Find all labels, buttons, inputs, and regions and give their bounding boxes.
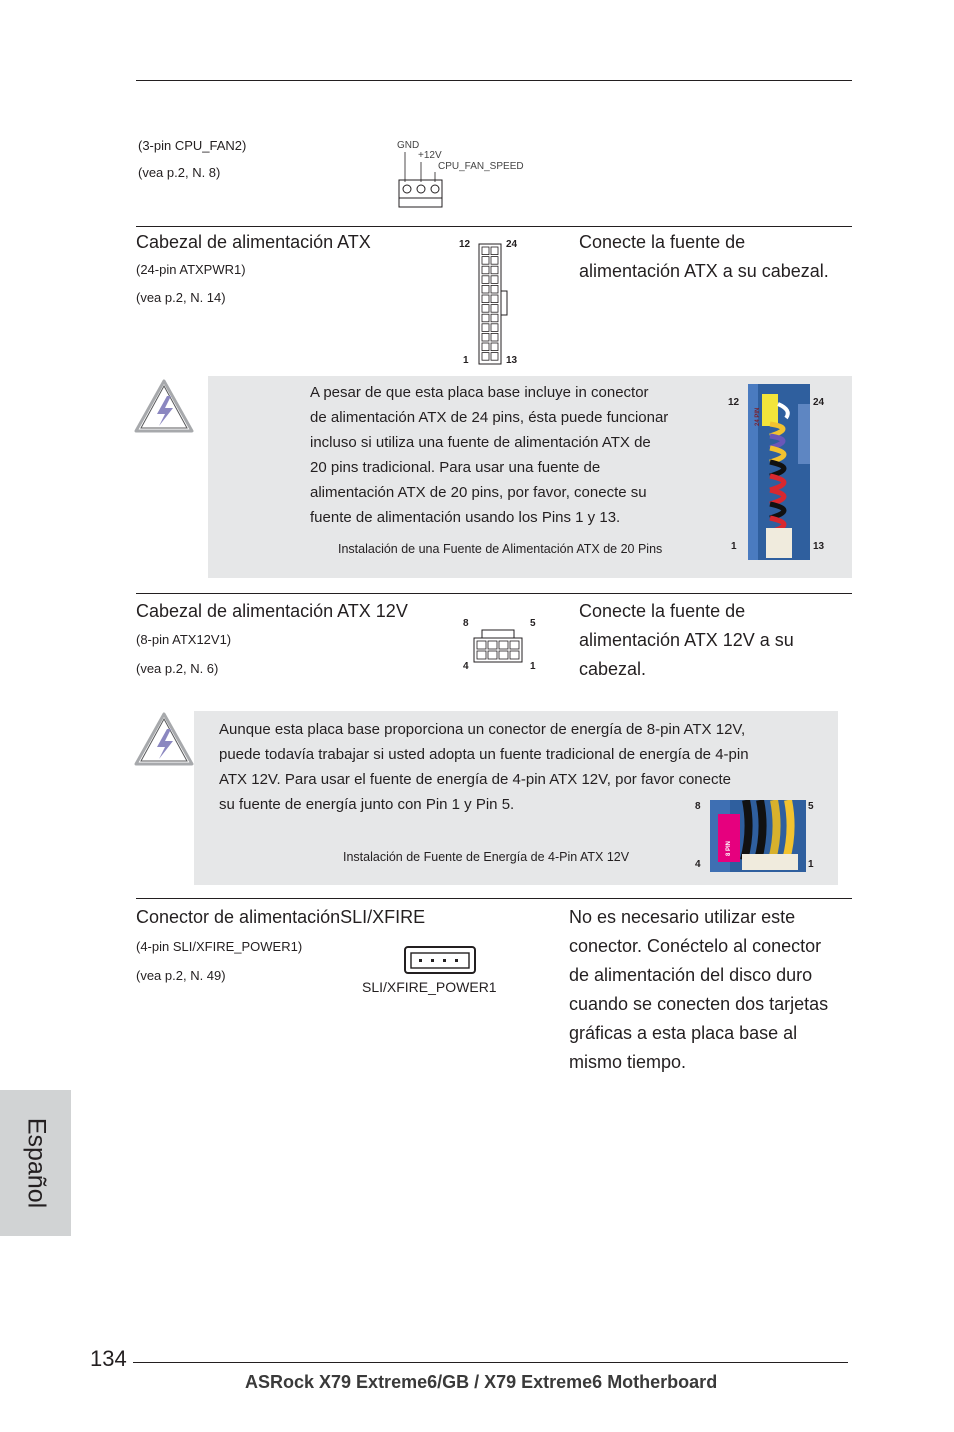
atx-pin-cell [491,285,498,293]
note-atx-caption: Instalación de una Fuente de Alimentación ATX de 20 Pins [338,542,663,556]
atx-pin-cell [482,353,489,361]
atx-pin-cell [482,295,489,303]
sli-desc-line: gráficas a esta placa base al [569,1023,798,1043]
atx-pin-cell [482,257,489,265]
rule-atx [136,226,852,227]
sli-desc-line: mismo tiempo. [569,1052,687,1072]
atx-pin-cell [482,305,489,313]
footer-title: ASRock X79 Extreme6/GB / X79 Extreme6 Motherboard [245,1372,718,1392]
pin-4-label: 4 [463,661,469,672]
page-number: 134 [90,1346,127,1371]
atx12v-desc-1: Conecte la fuente de [579,601,746,621]
atx-ref: (vea p.2, N. 14) [136,290,226,305]
note-atx-line: incluso si utiliza una fuente de alimentación ATX de [310,434,651,451]
gnd-label: GND [397,140,420,151]
rule-sli [136,898,852,899]
sli-desc-line: No es necesario utilizar este [569,907,796,927]
note-atx-line: 20 pins tradicional. Para usar una fuente de [310,459,601,476]
pin-5-label: 5 [530,618,536,629]
photo-pin-4: 4 [695,859,701,870]
atx-pin-cell [491,247,498,255]
sli-pin-label: (4-pin SLI/XFIRE_POWER1) [136,939,303,954]
atx-24pin-diagram [455,236,535,370]
photo-pin-1: 1 [808,859,814,870]
sli-desc-line: conector. Conéctelo al conector [569,936,822,956]
atx12v-desc-2: alimentación ATX 12V a su [579,630,794,650]
note-12v-text [219,717,749,817]
sli-desc-line: cuando se conecten dos tarjetas [569,994,829,1014]
cpu-fan2-pin-label: (3-pin CPU_FAN2) [138,138,247,153]
sli-connector-icon [402,944,478,976]
atx-photo [722,384,840,562]
top-rule [136,80,852,81]
atx-pin-cell [482,324,489,332]
atx12v-photo [692,798,822,874]
photo-pin-24: 24 [813,397,825,408]
note-12v-caption: Instalación de Fuente de Energía de 4-Pin ATX 12V [343,850,630,864]
photo-pin-1: 1 [731,541,737,552]
atx-pin-cell [491,333,498,341]
sli-connector-label: SLI/XFIRE_POWER1 [362,979,497,995]
atx-pin-cell [482,266,489,274]
fan-connector-icon [392,138,452,213]
atx12v-8pin-diagram [460,616,542,676]
atx-pin-cell [482,343,489,351]
photo-pin-8: 8 [695,801,701,812]
photo-pin-13: 13 [813,541,825,552]
warning-icon [133,711,195,769]
atx-pin-cell [482,285,489,293]
atx-pin-cell [482,247,489,255]
atx12v-title: Cabezal de alimentación ATX 12V [136,601,408,621]
sli-desc-line: de alimentación del disco duro [569,965,813,985]
note-12v-line: ATX 12V. Para usar el fuente de energía de 4-pin ATX 12V, por favor conecte [219,771,731,788]
pin-13-label: 13 [506,355,518,366]
note-atx-line: de alimentación ATX de 24 pins, ésta puede funcionar [310,409,669,426]
note-12v-line: puede todavía trabajar si usted adopta un fuente tradicional de energía de 4-pin [219,746,749,763]
pin-12-label: 12 [459,239,471,250]
atx-pin-cell [491,324,498,332]
atx12v-photo-label: 8 PIN [726,840,732,856]
atx12v-pin-label: (8-pin ATX12V1) [136,632,232,647]
sli-desc [569,903,828,1077]
atx-pin-cell [491,266,498,274]
language-tab [0,1090,71,1236]
atx-pin-cell [491,305,498,313]
atx-desc-2: alimentación ATX a su cabezal. [579,261,829,281]
note-atx-text [310,380,668,530]
atx12v-desc-3: cabezal. [579,659,647,679]
atx12v-ref: (vea p.2, N. 6) [136,661,219,676]
atx-pin-cell [482,314,489,322]
photo-pin-12: 12 [728,397,740,408]
atx-photo-label: 24 PIN [755,407,761,426]
atx-pin-cell [491,314,498,322]
atx-pin-cell [491,295,498,303]
atx12v-connector-icon [460,616,542,676]
warning-icon [133,378,195,436]
v12-label: +12V [418,150,442,161]
note-atx-line: alimentación ATX de 20 pins, por favor, conecte su [310,484,647,501]
language-tab-label: Español [22,1117,50,1209]
note-12v-line: Aunque esta placa base proporciona un conector de energía de 8-pin ATX 12V, [219,721,746,738]
note-12v-line: su fuente de energía junto con Pin 1 y Pin 5. [219,796,515,813]
atx-pin-cell [491,353,498,361]
atx-pin-cell [482,276,489,284]
atx-desc-1: Conecte la fuente de [579,232,746,252]
rule-atx12v [136,593,852,594]
speed-label: CPU_FAN_SPEED [438,161,524,172]
note-atx-line: A pesar de que esta placa base incluye in conector [310,384,649,401]
atx-title: Cabezal de alimentación ATX [136,232,371,252]
cpu-fan2-diagram [392,138,542,213]
atx12v-photo-image [710,800,806,872]
sli-title: Conector de alimentaciónSLI/XFIRE [136,907,426,927]
atx-pin-cell [491,276,498,284]
atx-24pin-connector-icon [455,236,535,370]
pin-1-label: 1 [530,661,536,672]
photo-pin-5: 5 [808,801,814,812]
pin-8-label: 8 [463,618,469,629]
footer-rule [133,1362,848,1363]
pin-24-label: 24 [506,239,518,250]
atx-pin-cell [482,333,489,341]
atx-pin-cell [491,257,498,265]
note-atx-line: fuente de alimentación usando los Pins 1 y 13. [310,509,621,526]
pin-1-label: 1 [463,355,469,366]
atx-pin-cell [491,343,498,351]
sli-ref: (vea p.2, N. 49) [136,968,226,983]
atx-pin-label: (24-pin ATXPWR1) [136,262,246,277]
cpu-fan2-ref: (vea p.2, N. 8) [138,165,221,180]
